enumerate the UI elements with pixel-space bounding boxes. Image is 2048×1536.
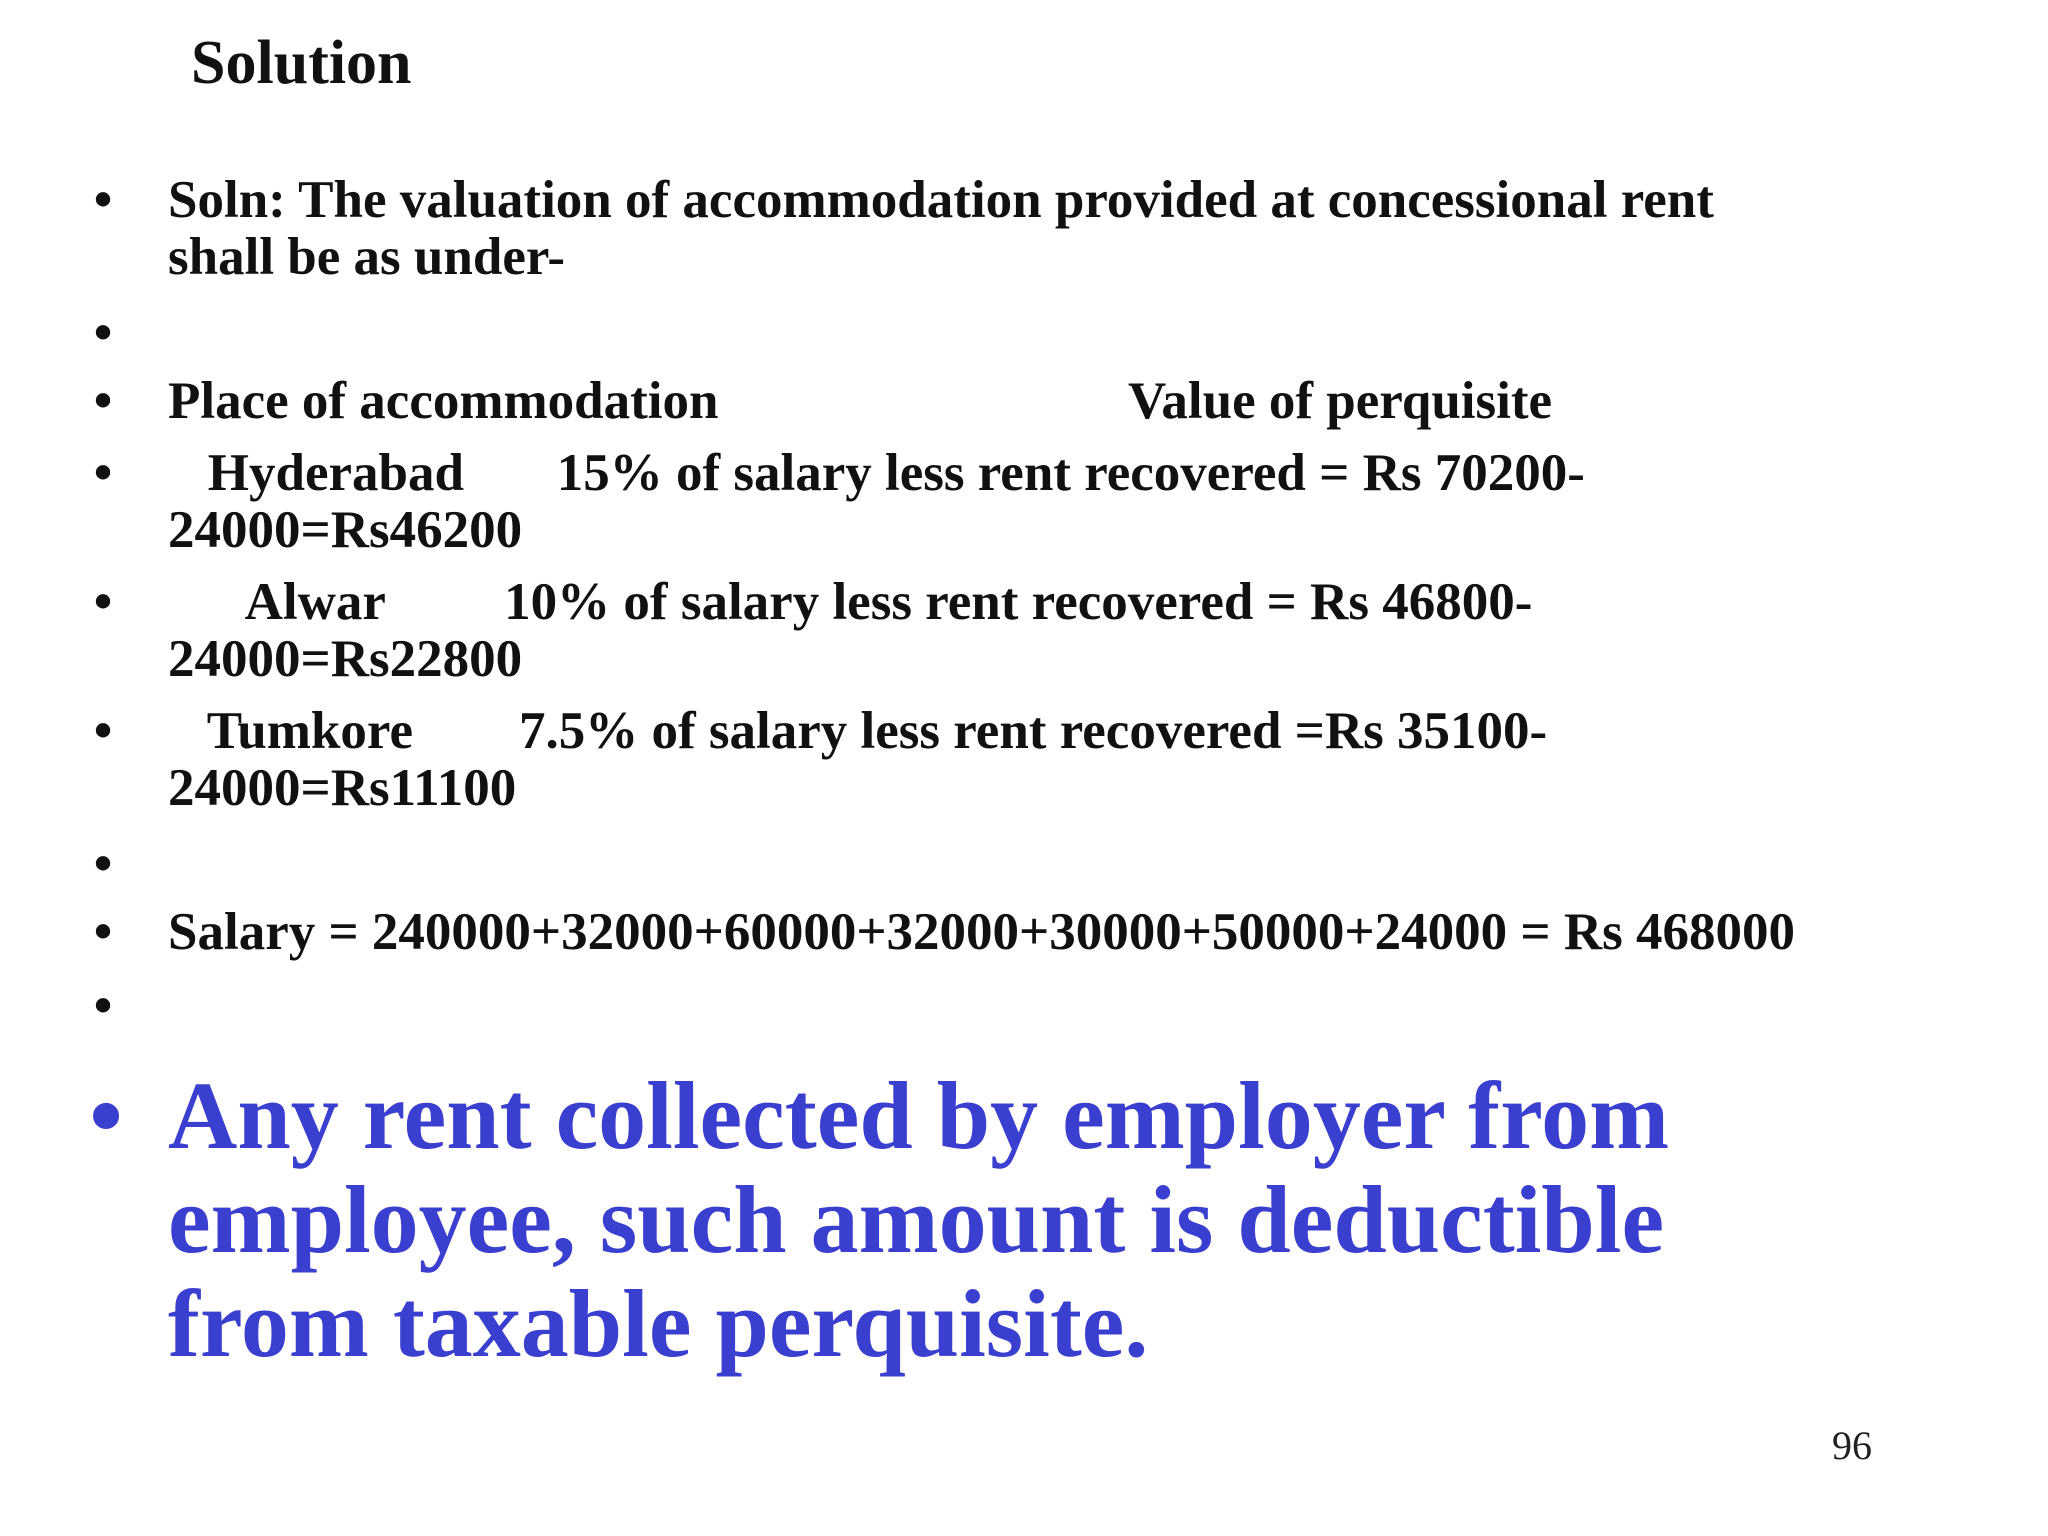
- highlight-text-line: Any rent collected by employer from: [168, 1062, 1670, 1169]
- bullet-marker: •: [93, 372, 113, 430]
- bullet-marker: •: [93, 903, 113, 961]
- bullet-text-line: shall be as under-: [168, 228, 566, 286]
- bullet-marker: •: [93, 573, 113, 631]
- bullet-text-line: 24000=Rs22800: [168, 630, 523, 688]
- bullet-marker: •: [93, 304, 113, 362]
- highlight-text-line: employee, such amount is deductible: [168, 1166, 1665, 1273]
- bullet-text-line: Alwar 10% of salary less rent recovered = Rs 46800-: [168, 573, 1533, 631]
- bullet-marker: •: [93, 702, 113, 760]
- highlight-text-line: from taxable perquisite.: [168, 1270, 1149, 1377]
- bullet-text-line: Soln: The valuation of accommodation provided at concessional rent: [168, 171, 1714, 229]
- bullet-text-line: Tumkore 7.5% of salary less rent recovered =Rs 35100-: [168, 702, 1548, 760]
- page-number: 96: [1832, 1423, 1872, 1468]
- bullet-text-line: Hyderabad 15% of salary less rent recovered = Rs 70200-: [168, 444, 1585, 502]
- slide-title: Solution: [191, 29, 412, 97]
- bullet-marker: •: [93, 977, 113, 1035]
- bullet-marker: •: [89, 1062, 123, 1169]
- bullet-text-line: 24000=Rs46200: [168, 501, 523, 559]
- bullet-marker: •: [93, 835, 113, 893]
- bullet-text-line: 24000=Rs11100: [168, 759, 517, 817]
- column-header-value: Value of perquisite: [1128, 372, 1553, 430]
- column-header-place: Place of accommodation: [168, 372, 719, 430]
- bullet-marker: •: [93, 171, 113, 229]
- bullet-marker: •: [93, 444, 113, 502]
- bullet-text-line: Salary = 240000+32000+60000+32000+30000+50000+24000 = Rs 468000: [168, 903, 1795, 961]
